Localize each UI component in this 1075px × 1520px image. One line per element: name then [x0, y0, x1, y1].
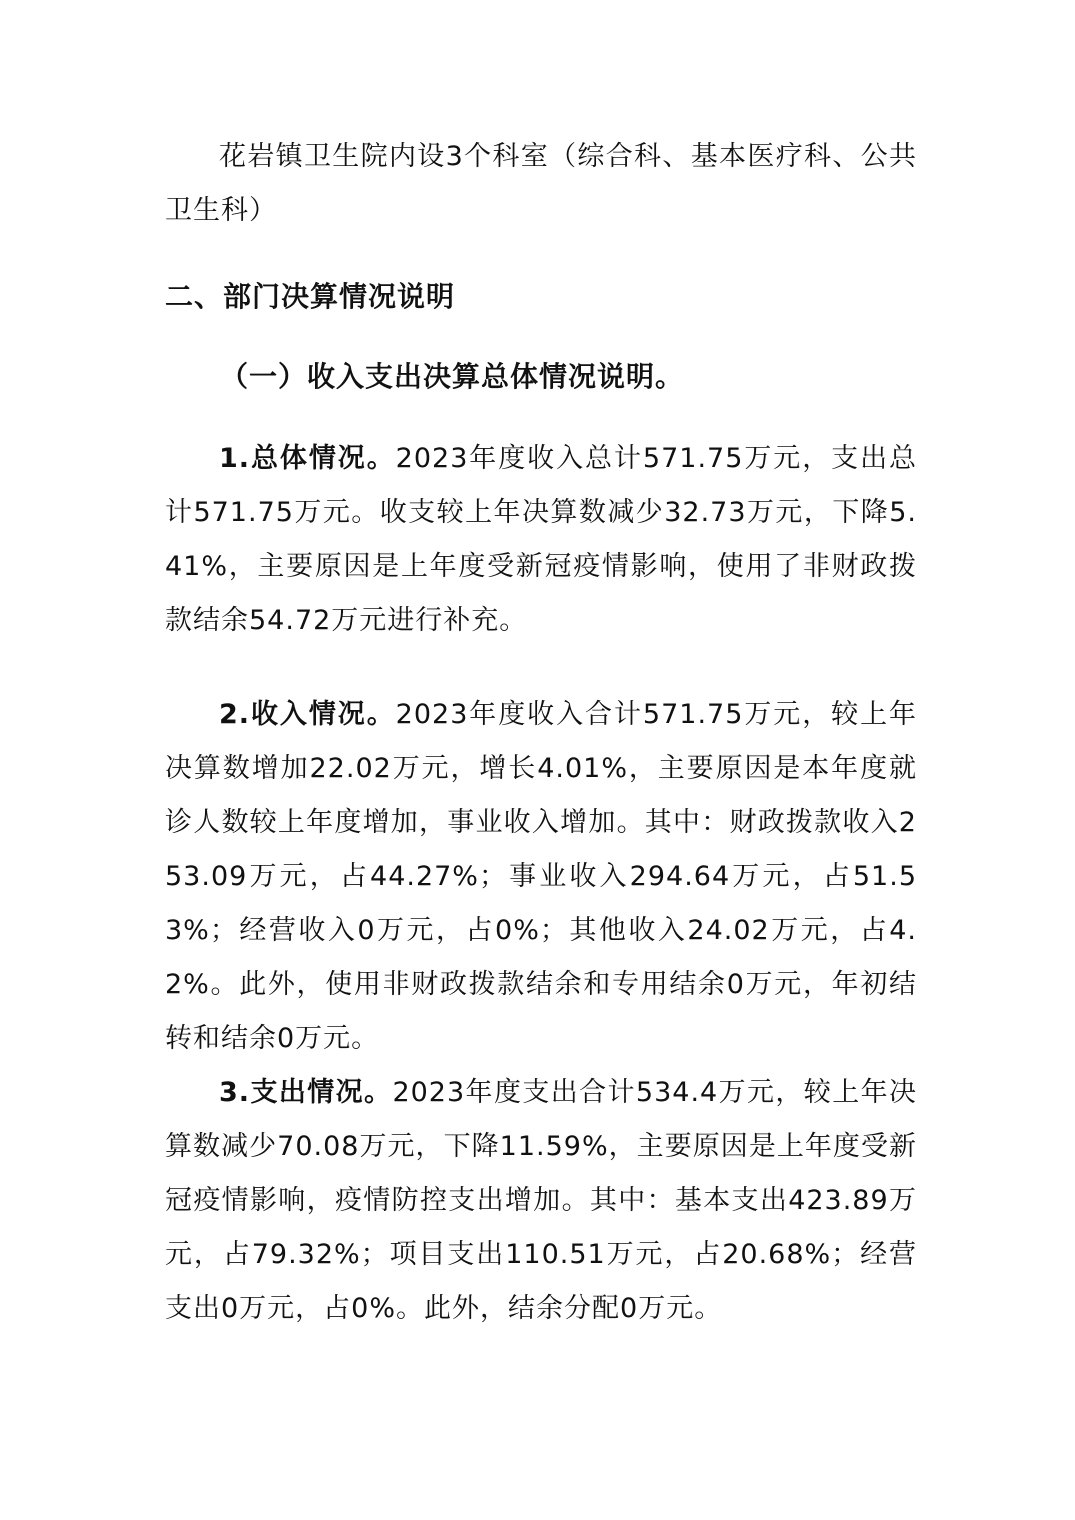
income-lead: 2.收入情况。: [219, 699, 396, 730]
expense-lead: 3.支出情况。: [219, 1077, 393, 1108]
overall-paragraph: [165, 432, 917, 648]
subsection-heading: （一）收入支出决算总体情况说明。: [220, 360, 685, 393]
intro-text: 花岩镇卫生院内设3个科室（综合科、基本医疗科、公共卫生科）: [165, 141, 917, 226]
expense-body: 2023年度支出合计534.4万元，较上年决算数减少70.08万元，下降11.59%，主要原因是上年度受新冠疫情影响，疫情防控支出增加。其中：基本支出423.89万元，占79.32%；项目支出110.51万元，占20.68%；经营支出0万元，占0%。此外，结余分配0万元。: [165, 1077, 918, 1324]
overall-body: 2023年度收入总计571.75万元，支出总计571.75万元。收支较上年决算数减少32.73万元，下降5.41%，主要原因是上年度受新冠疫情影响，使用了非财政拨款结余54.72万元进行补充。: [165, 443, 917, 636]
intro-paragraph: [165, 130, 917, 238]
income-body: 2023年度收入合计571.75万元，较上年决算数增加22.02万元，增长4.01%，主要原因是本年度就诊人数较上年度增加，事业收入增加。其中：财政拨款收入253.09万元，占44.27%；事业收入294.64万元，占51.53%；经营收入0万元，占0%；其他收入24.02万元，占4.2%。此外，使用非财政拨款结余和专用结余0万元，年初结转和结余0万元。: [165, 699, 917, 1054]
income-paragraph: [165, 688, 917, 1066]
expense-paragraph: [165, 1066, 917, 1336]
overall-lead: 1.总体情况。: [219, 443, 396, 474]
section-heading: 二、部门决算情况说明: [165, 280, 456, 313]
